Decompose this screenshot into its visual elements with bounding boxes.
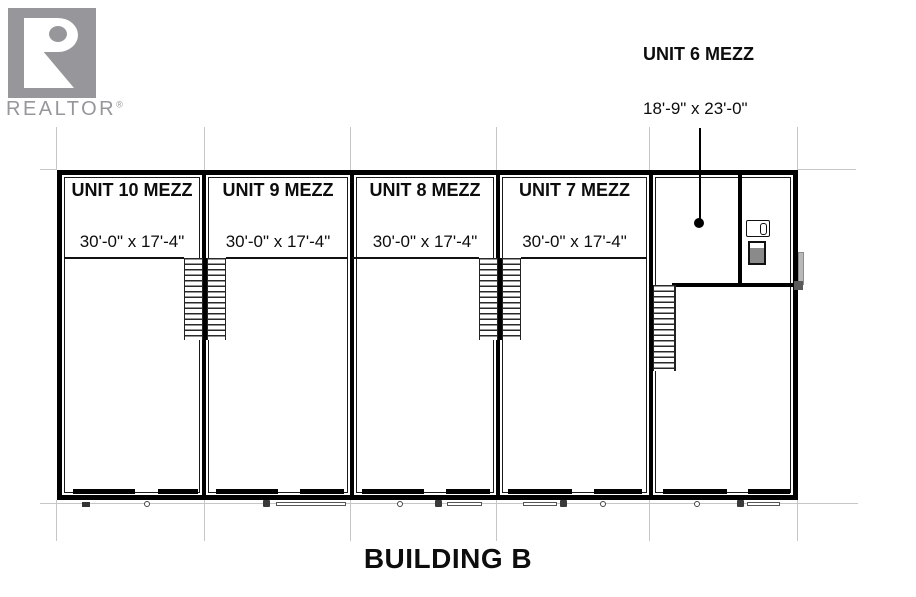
door-header: [216, 489, 278, 494]
mezz-edge-line: [521, 257, 647, 259]
door-header: [663, 489, 727, 494]
utility-line-icon: [276, 502, 346, 506]
grid-line: [496, 500, 497, 541]
unit-6-stairs: [653, 285, 676, 371]
utility-symbol-icon: [435, 500, 442, 507]
realtor-text: REALTOR: [6, 98, 117, 120]
grid-line: [797, 127, 798, 170]
door-header: [73, 489, 135, 494]
building-outline: [57, 170, 798, 500]
unit-7-inner-wall-line: [502, 177, 647, 493]
door-header: [300, 489, 344, 494]
stair-flight: [502, 258, 521, 340]
unit-9-inner-wall-line: [208, 177, 348, 493]
unit-10-label: UNIT 10 MEZZ: [71, 180, 193, 200]
grid-line: [797, 500, 798, 541]
utility-symbol-icon: [263, 500, 270, 507]
grid-line: [496, 127, 497, 170]
unit-10-cell: [62, 175, 202, 495]
door-header: [594, 489, 642, 494]
mezz-edge-line: [64, 257, 184, 259]
unit-6-bathroom-wall: [738, 175, 742, 287]
utility-circle-icon: [694, 501, 700, 507]
utility-circle-icon: [397, 501, 403, 507]
utility-circle-icon: [600, 501, 606, 507]
unit-6-mezz-wall: [672, 283, 793, 287]
unit-8-inner-wall-line: [356, 177, 494, 493]
party-wall: [350, 175, 354, 495]
utility-symbol-icon: [737, 500, 744, 507]
mezz-edge-line: [226, 257, 348, 259]
utility-line-icon: [523, 502, 557, 506]
unit-9-cell: [206, 175, 350, 495]
registered-mark: ®: [116, 99, 123, 110]
door-header: [748, 489, 790, 494]
realtor-logo-icon: [8, 8, 96, 98]
door-header: [508, 489, 572, 494]
door-header: [158, 489, 198, 494]
stairs-units-8-7: [479, 258, 521, 340]
unit-7-cell: [500, 175, 649, 495]
building-title: BUILDING B: [363, 543, 533, 574]
sink-icon: [746, 220, 770, 237]
unit-6-callout-dimension: 18'-9" x 23'-0": [643, 99, 748, 118]
grid-line: [204, 127, 205, 170]
unit-8-label: UNIT 8 MEZZ: [369, 180, 481, 200]
unit-10-dimension: 30'-0" x 17'-4": [79, 232, 185, 251]
utility-symbol-icon: [560, 500, 567, 507]
realtor-r-glyph: [8, 8, 96, 98]
unit-7-dimension: 30'-0" x 17'-4": [522, 232, 627, 251]
unit-7-label: UNIT 7 MEZZ: [519, 180, 630, 200]
grid-line: [204, 500, 205, 541]
unit-10-inner-wall-line: [64, 177, 200, 493]
toilet-icon: [748, 241, 766, 265]
grid-line: [56, 127, 57, 170]
realtor-wordmark: [6, 98, 126, 121]
right-wall-door-knob: [794, 281, 803, 290]
unit-6-callout-title: UNIT 6 MEZZ: [643, 44, 754, 64]
stairs-units-10-9: [184, 258, 226, 340]
stair-flight: [184, 258, 203, 340]
unit-9-label: UNIT 9 MEZZ: [222, 180, 334, 200]
grid-line: [798, 169, 856, 170]
unit-9-dimension: 30'-0" x 17'-4": [225, 232, 331, 251]
grid-line: [56, 500, 57, 541]
unit-8-cell: [354, 175, 496, 495]
mezz-edge-line: [352, 257, 479, 259]
door-header: [446, 489, 490, 494]
door-header: [362, 489, 424, 494]
grid-line: [649, 500, 650, 541]
utility-line-icon: [747, 502, 780, 506]
grid-line: [350, 127, 351, 170]
grid-line: [649, 127, 650, 170]
grid-line: [350, 500, 351, 541]
toilet-tank-icon: [750, 243, 764, 248]
utility-symbol-icon: [82, 502, 90, 507]
stair-flight: [207, 258, 226, 340]
unit-8-dimension: 30'-0" x 17'-4": [372, 232, 478, 251]
grid-line: [40, 169, 57, 170]
utility-line-icon: [447, 502, 482, 506]
utility-circle-icon: [144, 501, 150, 507]
sink-basin-icon: [760, 223, 767, 235]
stair-flight: [479, 258, 498, 340]
